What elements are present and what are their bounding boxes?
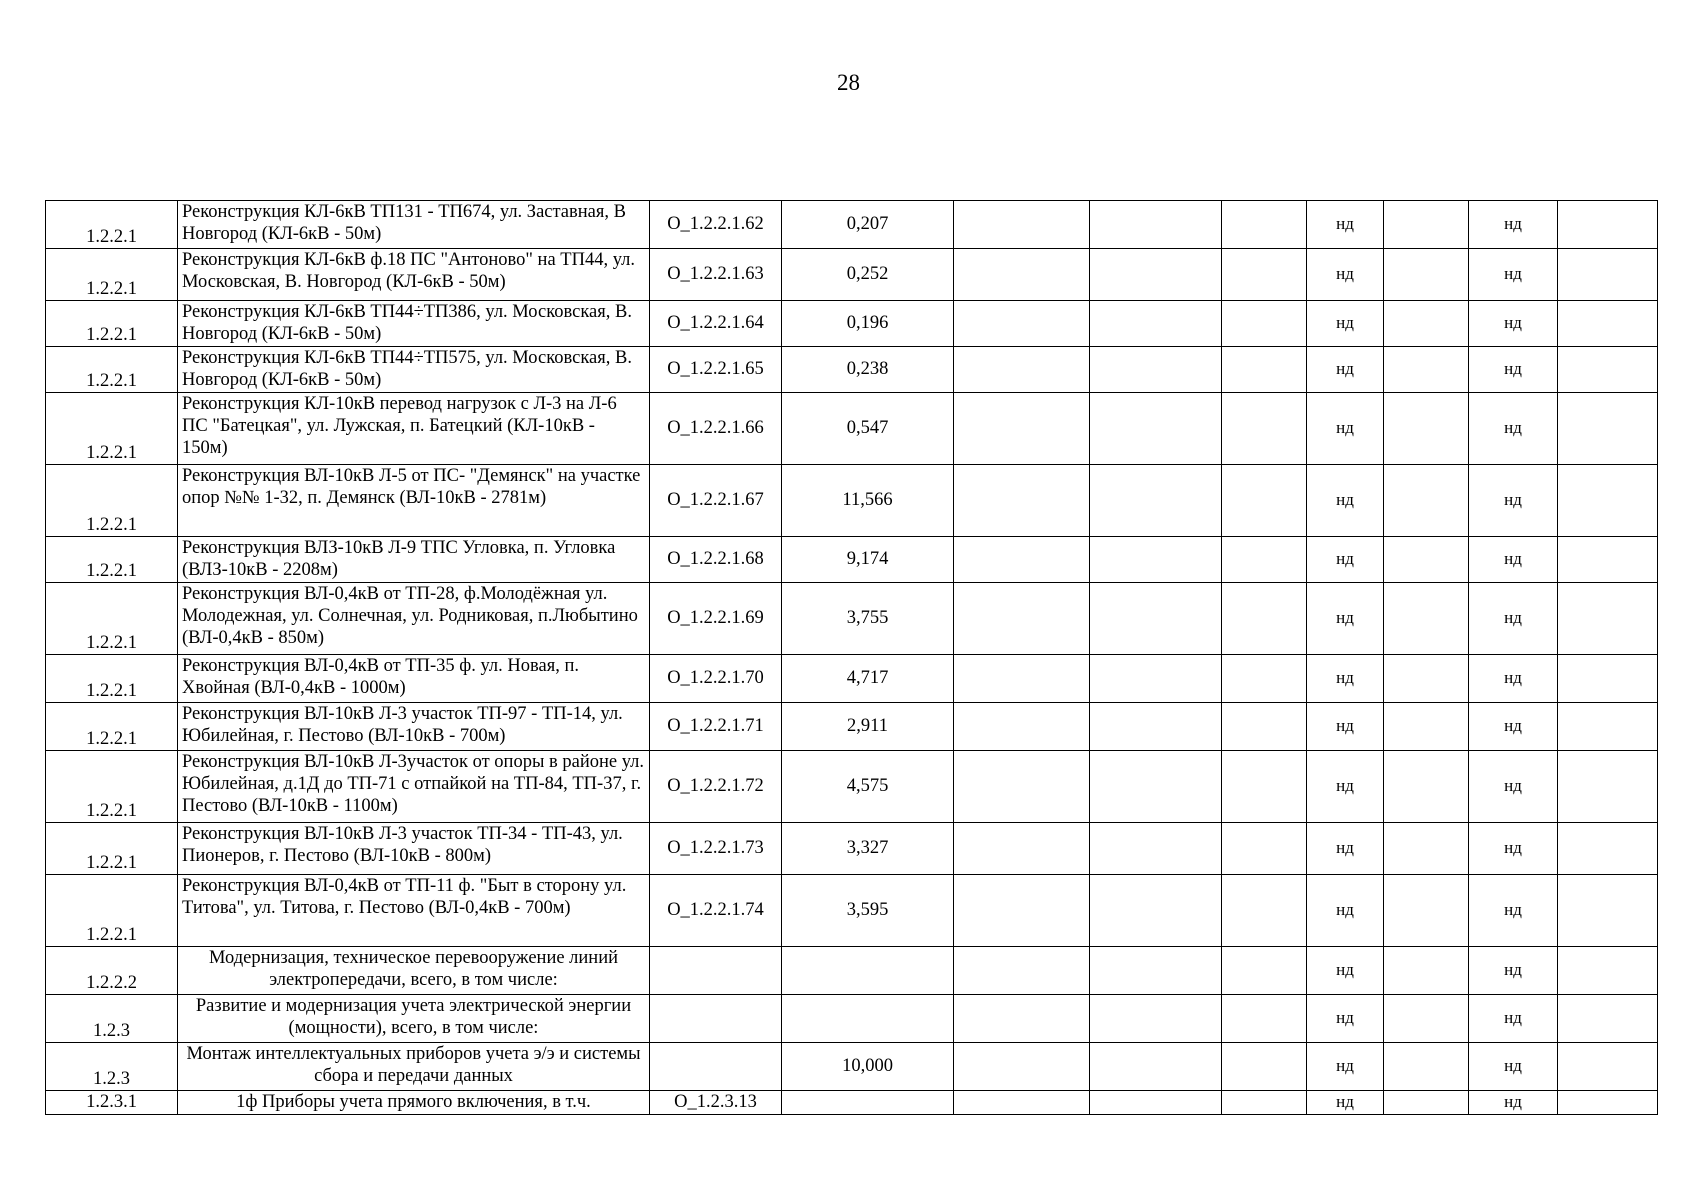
empty-cell [1558,583,1658,655]
empty-cell [1558,537,1658,583]
empty-cell [954,583,1090,655]
row-nd-1: нд [1307,465,1384,537]
row-value [782,995,954,1043]
empty-cell [1384,583,1469,655]
row-value: 9,174 [782,537,954,583]
empty-cell [1090,947,1222,995]
empty-cell [1222,823,1307,875]
empty-cell [1384,249,1469,301]
empty-cell [1558,655,1658,703]
row-name: Реконструкция КЛ-6кВ ТП44÷ТП386, ул. Московская, В. Новгород (КЛ-6кВ - 50м) [178,301,650,347]
row-id [650,947,782,995]
table-row [46,393,1658,465]
table-row [46,655,1658,703]
empty-cell [1090,583,1222,655]
empty-cell [1384,537,1469,583]
empty-cell [954,465,1090,537]
empty-cell [1384,947,1469,995]
row-value: 3,327 [782,823,954,875]
row-name: Реконструкция ВЛ-10кВ Л-3 участок ТП-97 - ТП-14, ул. Юбилейная, г. Пестово (ВЛ-10кВ - 700м) [178,703,650,751]
row-nd-2: нд [1469,1043,1558,1091]
empty-cell [1222,875,1307,947]
empty-cell [1558,249,1658,301]
row-id: О_1.2.2.1.65 [650,347,782,393]
row-nd-1: нд [1307,249,1384,301]
row-nd-1: нд [1307,393,1384,465]
empty-cell [954,947,1090,995]
empty-cell [1384,201,1469,249]
empty-cell [1558,1043,1658,1091]
empty-cell [1222,655,1307,703]
empty-cell [1384,301,1469,347]
empty-cell [1384,823,1469,875]
table-row [46,583,1658,655]
empty-cell [1558,875,1658,947]
row-value: 10,000 [782,1043,954,1091]
row-name: Реконструкция ВЛ-0,4кВ от ТП-28, ф.Молодёжная ул. Молодежная, ул. Солнечная, ул. Родниковая, п.Любытино (ВЛ-0,4кВ - 850м) [178,583,650,655]
row-name: Реконструкция ВЛ-10кВ Л-3 участок ТП-34 - ТП-43, ул. Пионеров, г. Пестово (ВЛ-10кВ - 800м) [178,823,650,875]
empty-cell [1222,465,1307,537]
row-nd-2: нд [1469,201,1558,249]
row-name: 1ф Приборы учета прямого включения, в т.ч. [178,1091,650,1115]
row-value: 2,911 [782,703,954,751]
row-name: Реконструкция КЛ-6кВ ф.18 ПС "Антоново" на ТП44, ул. Московская, В. Новгород (КЛ-6кВ - 50м) [178,249,650,301]
row-nd-1: нд [1307,703,1384,751]
row-nd-2: нд [1469,347,1558,393]
row-name: Модернизация, техническое перевооружение линий электропередачи, всего, в том числе: [178,947,650,995]
row-nd-1: нд [1307,875,1384,947]
row-value [782,1091,954,1115]
row-code: 1.2.2.1 [46,583,178,655]
empty-cell [1222,537,1307,583]
row-value: 0,547 [782,393,954,465]
empty-cell [1090,1043,1222,1091]
row-nd-2: нд [1469,537,1558,583]
row-code: 1.2.2.1 [46,655,178,703]
empty-cell [1558,465,1658,537]
empty-cell [1384,703,1469,751]
row-id: О_1.2.2.1.66 [650,393,782,465]
empty-cell [1090,1091,1222,1115]
row-id: О_1.2.2.1.64 [650,301,782,347]
empty-cell [954,995,1090,1043]
empty-cell [1090,201,1222,249]
empty-cell [1384,875,1469,947]
row-name: Развитие и модернизация учета электрической энергии (мощности), всего, в том числе: [178,995,650,1043]
empty-cell [1558,301,1658,347]
row-code: 1.2.2.1 [46,249,178,301]
row-value: 11,566 [782,465,954,537]
table-row [46,201,1658,249]
row-name: Реконструкция ВЛ-0,4кВ от ТП-11 ф. "Быт в сторону ул. Титова", ул. Титова, г. Пестово (ВЛ-0,4кВ - 700м) [178,875,650,947]
row-id: О_1.2.2.1.72 [650,751,782,823]
row-id: О_1.2.2.1.68 [650,537,782,583]
row-value: 0,238 [782,347,954,393]
row-id: О_1.2.2.1.74 [650,875,782,947]
table-row [46,1091,1658,1115]
row-nd-1: нд [1307,751,1384,823]
row-name: Реконструкция ВЛ-10кВ Л-5 от ПС- "Демянск" на участке опор №№ 1-32, п. Демянск (ВЛ-10кВ - 2781м) [178,465,650,537]
empty-cell [1222,947,1307,995]
row-code: 1.2.2.1 [46,201,178,249]
empty-cell [954,703,1090,751]
table-body [46,201,1658,1115]
row-nd-2: нд [1469,465,1558,537]
table-row [46,751,1658,823]
empty-cell [1384,465,1469,537]
table-row [46,465,1658,537]
empty-cell [1222,201,1307,249]
empty-cell [1090,249,1222,301]
row-nd-1: нд [1307,823,1384,875]
empty-cell [1558,995,1658,1043]
empty-cell [1384,751,1469,823]
row-nd-1: нд [1307,537,1384,583]
table-row [46,537,1658,583]
table-row [46,301,1658,347]
row-name: Реконструкция КЛ-6кВ ТП131 - ТП674, ул. Заставная, В Новгород (КЛ-6кВ - 50м) [178,201,650,249]
row-code: 1.2.2.2 [46,947,178,995]
empty-cell [1384,393,1469,465]
row-nd-1: нд [1307,947,1384,995]
row-code: 1.2.2.1 [46,393,178,465]
empty-cell [1090,465,1222,537]
row-id [650,995,782,1043]
row-nd-2: нд [1469,583,1558,655]
empty-cell [954,393,1090,465]
empty-cell [1090,347,1222,393]
investment-program-table [45,200,1658,1115]
row-id: О_1.2.3.13 [650,1091,782,1115]
empty-cell [1222,995,1307,1043]
row-nd-1: нд [1307,347,1384,393]
empty-cell [1558,751,1658,823]
row-value: 4,575 [782,751,954,823]
row-code: 1.2.3.1 [46,1091,178,1115]
empty-cell [1222,751,1307,823]
empty-cell [1384,1091,1469,1115]
row-code: 1.2.3 [46,995,178,1043]
row-id: О_1.2.2.1.62 [650,201,782,249]
row-value: 4,717 [782,655,954,703]
row-nd-2: нд [1469,875,1558,947]
empty-cell [1222,347,1307,393]
empty-cell [1558,1091,1658,1115]
empty-cell [954,655,1090,703]
empty-cell [954,537,1090,583]
row-nd-1: нд [1307,655,1384,703]
empty-cell [1090,655,1222,703]
row-code: 1.2.2.1 [46,875,178,947]
row-code: 1.2.2.1 [46,751,178,823]
empty-cell [1090,995,1222,1043]
row-value: 3,595 [782,875,954,947]
row-nd-2: нд [1469,703,1558,751]
row-id: О_1.2.2.1.63 [650,249,782,301]
table-row [46,823,1658,875]
empty-cell [1222,583,1307,655]
empty-cell [1384,347,1469,393]
row-code: 1.2.2.1 [46,703,178,751]
empty-cell [1558,703,1658,751]
empty-cell [1384,995,1469,1043]
row-nd-2: нд [1469,995,1558,1043]
row-nd-1: нд [1307,583,1384,655]
row-nd-2: нд [1469,249,1558,301]
row-nd-2: нд [1469,393,1558,465]
row-id: О_1.2.2.1.70 [650,655,782,703]
row-code: 1.2.2.1 [46,823,178,875]
row-nd-1: нд [1307,201,1384,249]
row-id: О_1.2.2.1.71 [650,703,782,751]
row-code: 1.2.2.1 [46,537,178,583]
row-id: О_1.2.2.1.73 [650,823,782,875]
row-code: 1.2.2.1 [46,465,178,537]
row-value: 0,196 [782,301,954,347]
empty-cell [1222,301,1307,347]
row-nd-2: нд [1469,751,1558,823]
row-nd-2: нд [1469,301,1558,347]
table-row [46,703,1658,751]
row-code: 1.2.3 [46,1043,178,1091]
table-row [46,947,1658,995]
row-nd-1: нд [1307,995,1384,1043]
empty-cell [954,347,1090,393]
row-nd-1: нд [1307,1043,1384,1091]
row-nd-2: нд [1469,655,1558,703]
row-id: О_1.2.2.1.69 [650,583,782,655]
empty-cell [1558,347,1658,393]
empty-cell [1090,393,1222,465]
page-number: 28 [837,70,860,95]
empty-cell [1558,947,1658,995]
row-code: 1.2.2.1 [46,301,178,347]
empty-cell [1090,703,1222,751]
empty-cell [1090,823,1222,875]
empty-cell [954,301,1090,347]
row-name: Реконструкция ВЛ-10кВ Л-3участок от опоры в районе ул. Юбилейная, д.1Д до ТП-71 с отпайкой на ТП-84, ТП-37, г. Пестово (ВЛ-10кВ - 1100м) [178,751,650,823]
row-id [650,1043,782,1091]
row-nd-2: нд [1469,947,1558,995]
empty-cell [1090,751,1222,823]
row-code: 1.2.2.1 [46,347,178,393]
empty-cell [954,1091,1090,1115]
empty-cell [1090,875,1222,947]
row-name: Реконструкция ВЛ-0,4кВ от ТП-35 ф. ул. Новая, п. Хвойная (ВЛ-0,4кВ - 1000м) [178,655,650,703]
empty-cell [954,875,1090,947]
table-row [46,1043,1658,1091]
empty-cell [1558,393,1658,465]
empty-cell [1384,655,1469,703]
table-row [46,249,1658,301]
empty-cell [1222,1043,1307,1091]
row-nd-2: нд [1469,1091,1558,1115]
empty-cell [1222,703,1307,751]
empty-cell [954,201,1090,249]
empty-cell [1222,249,1307,301]
row-nd-1: нд [1307,1091,1384,1115]
row-name: Реконструкция ВЛЗ-10кВ Л-9 ТПС Угловка, п. Угловка (ВЛЗ-10кВ - 2208м) [178,537,650,583]
row-value: 3,755 [782,583,954,655]
empty-cell [1222,1091,1307,1115]
row-name: Монтаж интеллектуальных приборов учета э/э и системы сбора и передачи данных [178,1043,650,1091]
empty-cell [1558,823,1658,875]
table-row [46,875,1658,947]
empty-cell [954,751,1090,823]
row-name: Реконструкция КЛ-6кВ ТП44÷ТП575, ул. Московская, В. Новгород (КЛ-6кВ - 50м) [178,347,650,393]
row-id: О_1.2.2.1.67 [650,465,782,537]
empty-cell [1558,201,1658,249]
empty-cell [954,823,1090,875]
empty-cell [1090,537,1222,583]
empty-cell [954,249,1090,301]
row-value: 0,207 [782,201,954,249]
empty-cell [954,1043,1090,1091]
row-value [782,947,954,995]
table-row [46,347,1658,393]
empty-cell [1090,301,1222,347]
row-value: 0,252 [782,249,954,301]
empty-cell [1384,1043,1469,1091]
row-nd-2: нд [1469,823,1558,875]
table-row [46,995,1658,1043]
empty-cell [1222,393,1307,465]
row-name: Реконструкция КЛ-10кВ перевод нагрузок с Л-3 на Л-6 ПС "Батецкая", ул. Лужская, п. Батецкий (КЛ-10кВ - 150м) [178,393,650,465]
row-nd-1: нд [1307,301,1384,347]
